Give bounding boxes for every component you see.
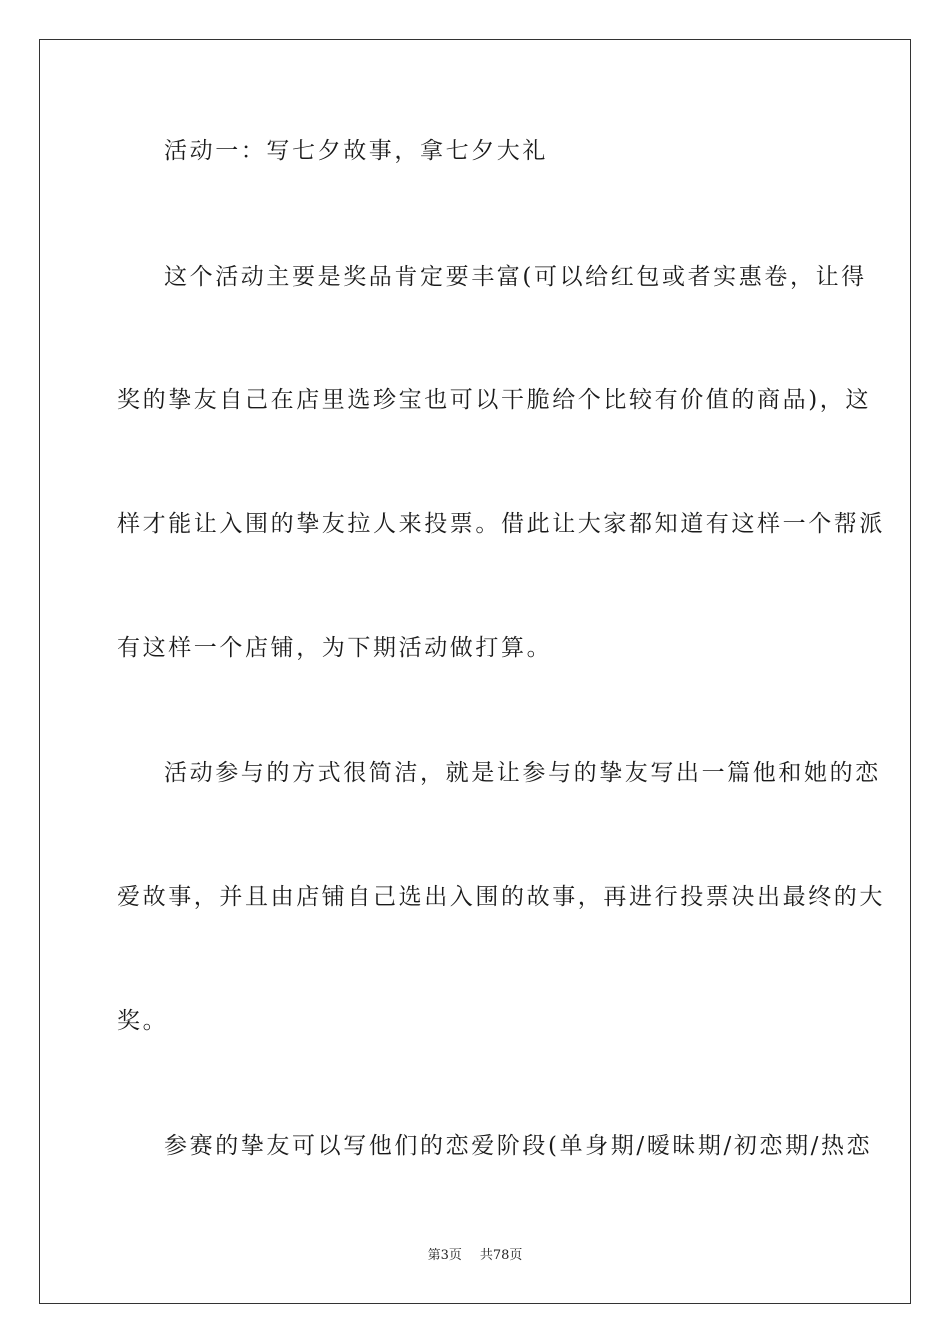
paragraph-line: 样才能让入围的挚友拉人来投票。借此让大家都知道有这样一个帮派 — [117, 511, 885, 537]
page-number: 第3页 — [427, 1248, 462, 1263]
paragraph-line: 爱故事，并且由店铺自己选出入围的故事，再进行投票决出最终的大 — [117, 884, 885, 910]
paragraph-line: 这个活动主要是奖品肯定要丰富(可以给红包或者实惠卷，让得 — [164, 264, 867, 290]
paragraph-line: 奖。 — [117, 1008, 169, 1034]
heading-line: 活动一：写七夕故事，拿七夕大礼 — [164, 138, 548, 164]
paragraph-line: 有这样一个店铺，为下期活动做打算。 — [117, 635, 553, 661]
page-footer — [0, 1244, 950, 1263]
paragraph-line: 奖的挚友自己在店里选珍宝也可以干脆给个比较有价值的商品)，这 — [117, 387, 871, 413]
page-total: 共78页 — [479, 1248, 523, 1263]
page-border — [39, 39, 911, 1304]
paragraph-line: 活动参与的方式很简洁，就是让参与的挚友写出一篇他和她的恋 — [164, 760, 881, 786]
paragraph-line: 参赛的挚友可以写他们的恋爱阶段(单身期/暧昧期/初恋期/热恋 — [164, 1133, 873, 1159]
